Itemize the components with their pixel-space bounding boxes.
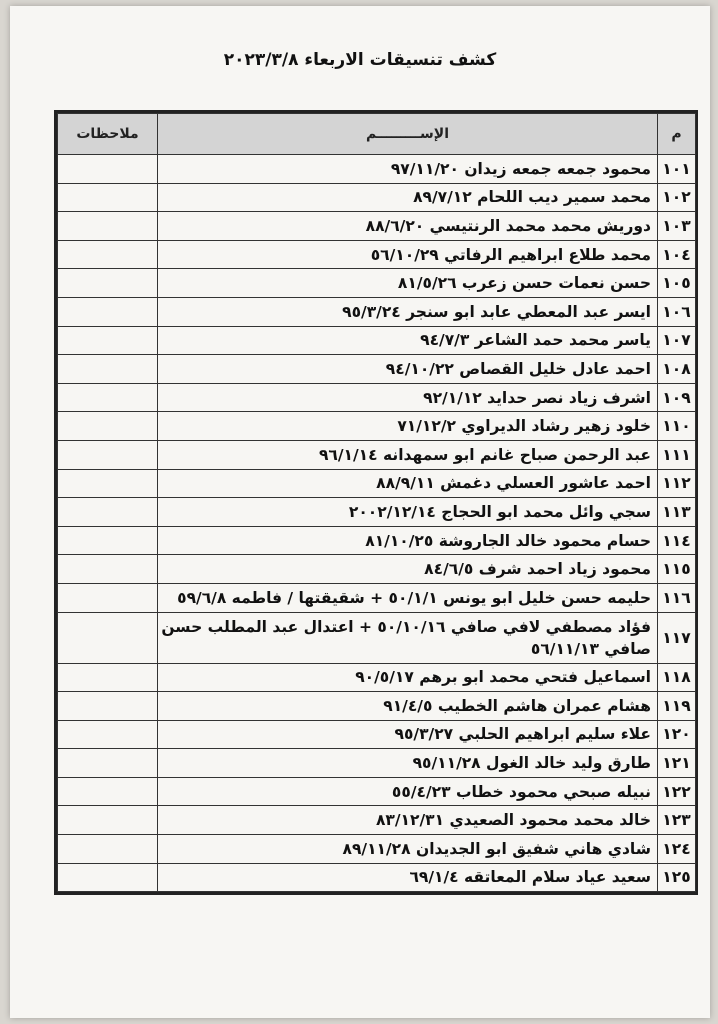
row-notes: [58, 555, 158, 584]
row-name: عبد الرحمن صباح غانم ابو سمهدانه ٩٦/١/١٤: [158, 440, 658, 469]
table-row: [58, 692, 696, 721]
table-row: [58, 835, 696, 864]
row-name: محمد سمير ديب اللحام ٨٩/٧/١٢: [158, 183, 658, 212]
row-name: علاء سليم ابراهيم الحلبي ٩٥/٣/٢٧: [158, 720, 658, 749]
row-notes: [58, 383, 158, 412]
table-row: [58, 469, 696, 498]
table-row: [58, 269, 696, 298]
row-name: ايسر عبد المعطي عابد ابو سنجر ٩٥/٣/٢٤: [158, 297, 658, 326]
row-number: ١١٣: [658, 498, 696, 527]
row-notes: [58, 412, 158, 441]
row-notes: [58, 297, 158, 326]
row-notes: [58, 749, 158, 778]
row-notes: [58, 806, 158, 835]
table-row: [58, 440, 696, 469]
row-notes: [58, 583, 158, 612]
row-name: ياسر محمد حمد الشاعر ٩٤/٧/٣: [158, 326, 658, 355]
row-name: حسن نعمات حسن زعرب ٨١/٥/٢٦: [158, 269, 658, 298]
row-name: احمد عادل خليل القصاص ٩٤/١٠/٢٢: [158, 355, 658, 384]
row-name: خلود زهير رشاد الديراوي ٧١/١٢/٢: [158, 412, 658, 441]
row-name: شادي هاني شفيق ابو الجديدان ٨٩/١١/٢٨: [158, 835, 658, 864]
row-notes: [58, 498, 158, 527]
table-row: [58, 720, 696, 749]
row-number: ١١٦: [658, 583, 696, 612]
row-notes: [58, 183, 158, 212]
row-notes: [58, 469, 158, 498]
row-name: خالد محمد محمود الصعيدي ٨٣/١٢/٣١: [158, 806, 658, 835]
row-number: ١٠٣: [658, 212, 696, 241]
header-name: الإســـــــــم: [158, 114, 658, 155]
table-row: [58, 583, 696, 612]
row-name: احمد عاشور العسلي دغمش ٨٨/٩/١١: [158, 469, 658, 498]
row-name: حليمه حسن خليل ابو يونس ٥٠/١/١ + شقيقتها / فاطمه ٥٩/٦/٨: [158, 583, 658, 612]
row-number: ١٠٥: [658, 269, 696, 298]
row-number: ١٠٧: [658, 326, 696, 355]
table-header-row: [58, 114, 696, 155]
table-row: [58, 355, 696, 384]
table-row: [58, 297, 696, 326]
row-number: ١٠٩: [658, 383, 696, 412]
row-notes: [58, 835, 158, 864]
row-name: سجي وائل محمد ابو الحجاج ٢٠٠٢/١٢/١٤: [158, 498, 658, 527]
document-title: كشف تنسيقات الاربعاء ٢٠٢٣/٣/٨: [223, 50, 497, 70]
table-row: [58, 526, 696, 555]
table-row: [58, 555, 696, 584]
row-number: ١١٨: [658, 663, 696, 692]
row-number: ١١٩: [658, 692, 696, 721]
row-name: محمد طلاع ابراهيم الرفاتي ٥٦/١٠/٢٩: [158, 240, 658, 269]
row-number: ١١٥: [658, 555, 696, 584]
table-row: [58, 383, 696, 412]
table-row: [58, 212, 696, 241]
table-row: [58, 806, 696, 835]
table-row: [58, 863, 696, 892]
row-name: فؤاد مصطفي لافي صافي ٥٠/١٠/١٦ + اعتدال عبد المطلب حسن صافي ٥٦/١١/١٣: [158, 612, 658, 663]
table-row: [58, 612, 696, 663]
row-number: ١٠٢: [658, 183, 696, 212]
row-notes: [58, 526, 158, 555]
row-notes: [58, 612, 158, 663]
schedule-table: [54, 110, 698, 895]
row-notes: [58, 863, 158, 892]
row-number: ١١٢: [658, 469, 696, 498]
row-name: اشرف زياد نصر حداید ٩٢/١/١٢: [158, 383, 658, 412]
row-number: ١٢٢: [658, 777, 696, 806]
row-notes: [58, 212, 158, 241]
row-notes: [58, 155, 158, 184]
row-notes: [58, 663, 158, 692]
row-number: ١٢١: [658, 749, 696, 778]
row-number: ١٢٠: [658, 720, 696, 749]
table-row: [58, 155, 696, 184]
header-number: م: [658, 114, 696, 155]
table-row: [58, 183, 696, 212]
row-number: ١٠٤: [658, 240, 696, 269]
table-row: [58, 412, 696, 441]
row-notes: [58, 269, 158, 298]
row-name: هشام عمران هاشم الخطيب ٩١/٤/٥: [158, 692, 658, 721]
document-page: [10, 6, 710, 1018]
table-row: [58, 240, 696, 269]
row-number: ١٢٣: [658, 806, 696, 835]
row-name: اسماعيل فتحي محمد ابو برهم ٩٠/٥/١٧: [158, 663, 658, 692]
row-name: حسام محمود خالد الجاروشة ٨١/١٠/٢٥: [158, 526, 658, 555]
row-notes: [58, 240, 158, 269]
row-name: دوريش محمد محمد الرنتيسي ٨٨/٦/٢٠: [158, 212, 658, 241]
row-notes: [58, 720, 158, 749]
row-name: محمود زياد احمد شرف ٨٤/٦/٥: [158, 555, 658, 584]
row-number: ١٠١: [658, 155, 696, 184]
table-row: [58, 663, 696, 692]
row-number: ١١٤: [658, 526, 696, 555]
row-number: ١١١: [658, 440, 696, 469]
table-row: [58, 326, 696, 355]
table-row: [58, 498, 696, 527]
row-notes: [58, 440, 158, 469]
table-row: [58, 777, 696, 806]
row-notes: [58, 355, 158, 384]
header-notes: ملاحظات: [58, 114, 158, 155]
row-notes: [58, 692, 158, 721]
row-name: محمود جمعه جمعه زيدان ٩٧/١١/٢٠: [158, 155, 658, 184]
row-number: ١٠٦: [658, 297, 696, 326]
row-name: سعيد عياد سلام المعاتقه ٦٩/١/٤: [158, 863, 658, 892]
row-notes: [58, 777, 158, 806]
row-number: ١١٠: [658, 412, 696, 441]
row-name: طارق وليد خالد الغول ٩٥/١١/٢٨: [158, 749, 658, 778]
row-number: ١٢٥: [658, 863, 696, 892]
row-number: ١٠٨: [658, 355, 696, 384]
row-number: ١١٧: [658, 612, 696, 663]
row-notes: [58, 326, 158, 355]
row-name: نبيله صبحي محمود خطاب ٥٥/٤/٢٣: [158, 777, 658, 806]
row-number: ١٢٤: [658, 835, 696, 864]
table-row: [58, 749, 696, 778]
